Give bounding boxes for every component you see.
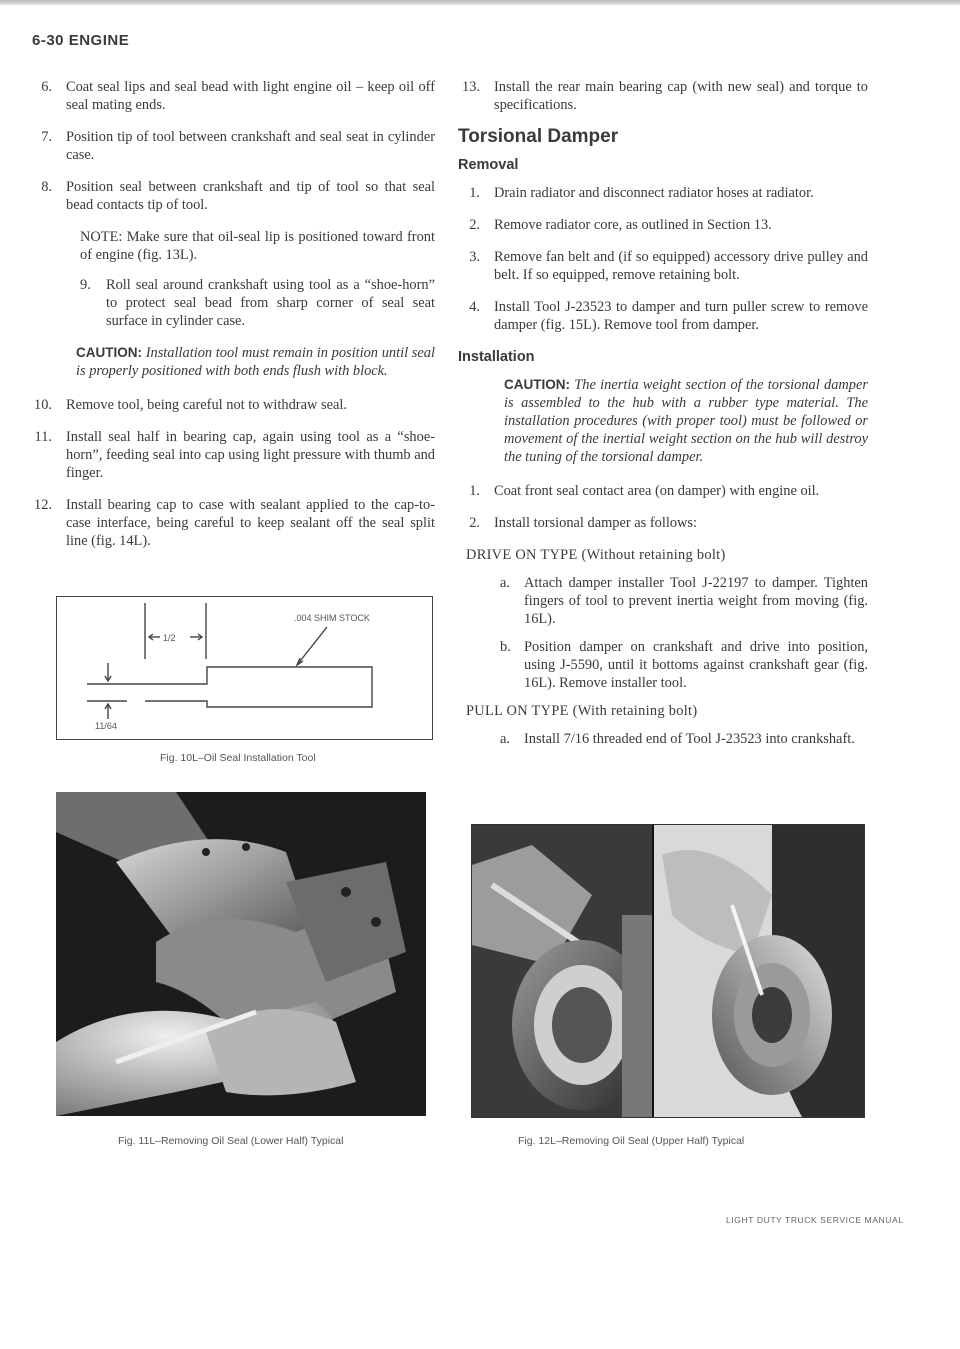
step-6: 6. Coat seal lips and seal bead with light engine oil – keep oil off seal mating ends. <box>41 79 435 113</box>
fig-10l-caption: Fig. 10L–Oil Seal Installation Tool <box>160 752 316 764</box>
drive-on-type: DRIVE ON TYPE (Without retaining bolt) <box>466 547 726 563</box>
footer-manual-title: LIGHT DUTY TRUCK SERVICE MANUAL <box>726 1215 904 1225</box>
fig-11l-caption: Fig. 11L–Removing Oil Seal (Lower Half) Typical <box>118 1135 344 1147</box>
shim-stock-label: .004 SHIM STOCK <box>294 613 370 623</box>
note: NOTE: Make sure that oil-seal lip is positioned toward front of engine (fig. 13L). <box>80 229 435 263</box>
fig-10l-diagram <box>56 596 433 740</box>
right-column <box>458 78 868 758</box>
pull-on-type: PULL ON TYPE (With retaining bolt) <box>466 703 698 719</box>
left-column <box>30 78 435 564</box>
step-13: 13. Install the rear main bearing cap (with new seal) and torque to specifications. <box>462 79 868 113</box>
drive-step-a: a. Attach damper installer Tool J-22197 to damper. Tighten fingers of tool to prevent inertia weight from moving (fig. 16L). <box>500 575 868 627</box>
pull-step-a: a. Install 7/16 threaded end of Tool J-23523 into crankshaft. <box>500 731 855 747</box>
caution-left: CAUTION: Installation tool must remain in position until seal is properly positioned with both ends flush with block. <box>76 345 435 379</box>
dimension-label: 11/64 <box>95 721 117 731</box>
caution-right: CAUTION: The inertia weight section of the torsional damper is assembled to the hub with a rubber type material. The installation procedures (with proper tool) must be followed or movement of the inertial weight section on the hub will destroy the tuning of the torsional damper. <box>504 377 868 465</box>
removal-step-2: 2. Remove radiator core, as outlined in Section 13. <box>469 217 772 233</box>
removal-heading: Removal <box>458 157 519 173</box>
step-11: 11. Install seal half in bearing cap, again using tool as a “shoe-horn”, feeding seal into cap using light pressure with thumb and finger. <box>34 429 435 481</box>
installation-heading: Installation <box>458 349 535 365</box>
step-7: 7. Position tip of tool between crankshaft and seal seat in cylinder case. <box>41 129 435 163</box>
seal-tool-drawing <box>57 597 432 739</box>
upper-seal-photo-graphic <box>472 825 864 1117</box>
half-inch-label: 1/2 <box>163 633 176 643</box>
step-12: 12. Install bearing cap to case with sealant applied to the cap-to-case interface, being careful to keep sealant off the seal split line (fig. 14L). <box>34 497 435 549</box>
install-step-2: 2. Install torsional damper as follows: <box>469 515 698 531</box>
install-step-1: 1. Coat front seal contact area (on damper) with engine oil. <box>469 483 820 499</box>
removal-step-3: 3. Remove fan belt and (if so equipped) accessory drive pulley and belt. If so equipped, remove retaining bolt. <box>469 249 868 283</box>
top-rule <box>0 0 960 5</box>
step-8: 8. Position seal between crankshaft and tip of tool so that seal bead contacts tip of tool. <box>41 179 435 213</box>
lower-seal-photo-graphic <box>56 792 426 1116</box>
caution-label: CAUTION: <box>76 345 142 360</box>
caution-label: CAUTION: <box>504 377 570 392</box>
step-9: 9. Roll seal around crankshaft using tool as a “shoe-horn” to protect seal bead from sharp corner of seal seat surface in cylinder case. <box>80 277 435 329</box>
removal-step-4: 4. Install Tool J-23523 to damper and turn puller screw to remove damper (fig. 15L). Remove tool from damper. <box>469 299 868 333</box>
page-title: 6-30 ENGINE <box>32 32 130 49</box>
removal-step-1: 1. Drain radiator and disconnect radiator hoses at radiator. <box>469 185 814 201</box>
step-10: 10. Remove tool, being careful not to withdraw seal. <box>34 397 347 413</box>
fig-11l-photo <box>56 792 426 1116</box>
fig-12l-caption: Fig. 12L–Removing Oil Seal (Upper Half) Typical <box>518 1135 745 1147</box>
drive-step-b: b. Position damper on crankshaft and drive into position, using J-5590, until it bottoms against crankshaft gear (fig. 16L). Remove installer tool. <box>500 639 868 691</box>
section-title: Torsional Damper <box>458 126 619 147</box>
fig-12l-photo <box>471 824 865 1118</box>
